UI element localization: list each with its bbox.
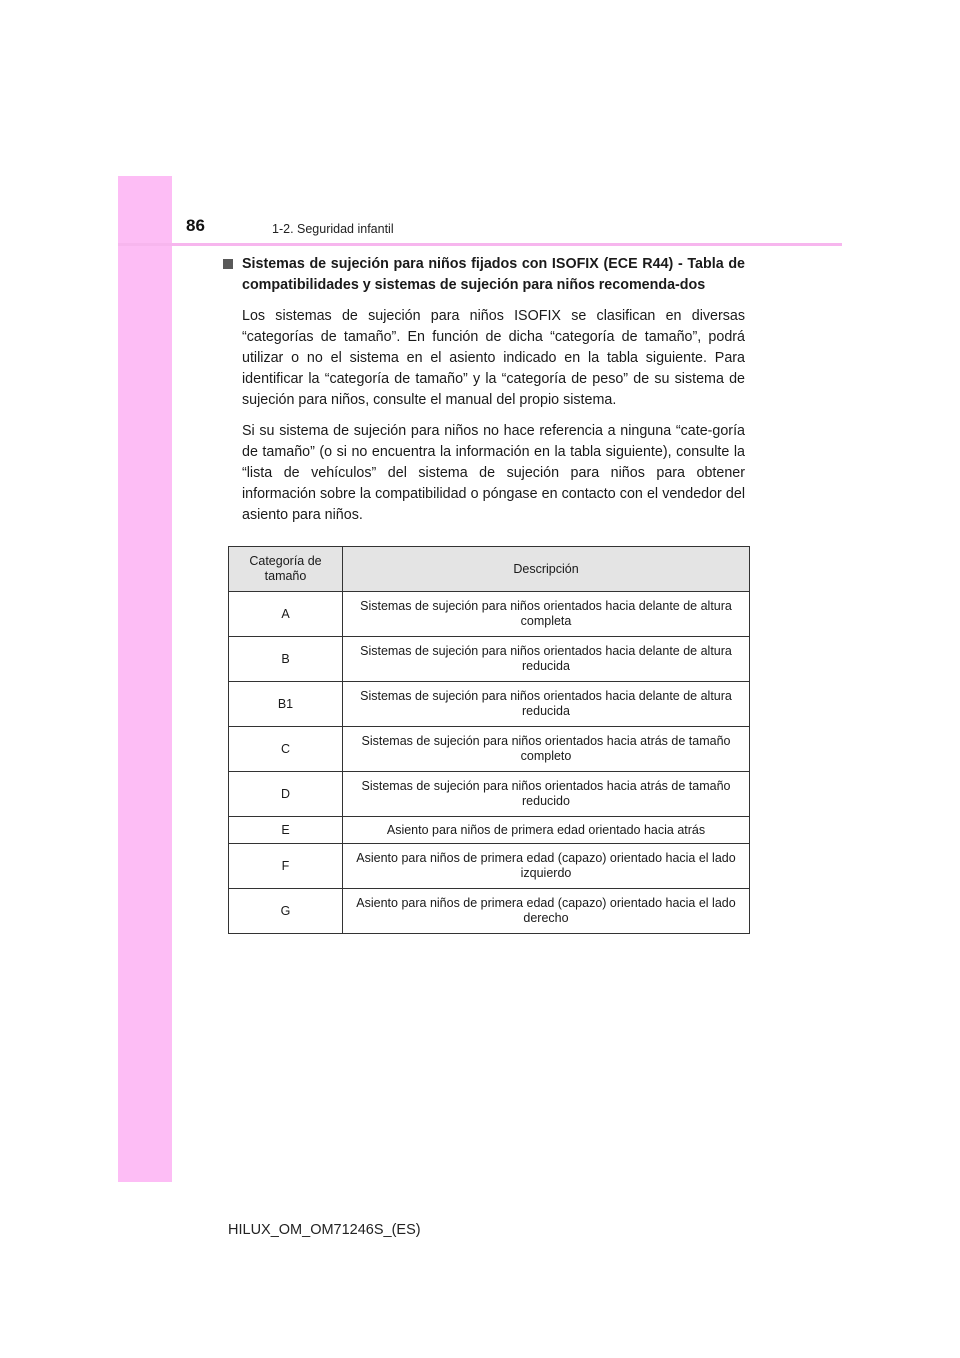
side-color-band	[118, 176, 172, 1182]
category-cell: A	[229, 592, 343, 637]
description-cell: Sistemas de sujeción para niños orientados hacia delante de altura reducida	[343, 682, 750, 727]
category-cell: B1	[229, 682, 343, 727]
category-cell: C	[229, 727, 343, 772]
category-cell: G	[229, 889, 343, 934]
table-row	[229, 592, 750, 637]
description-cell: Asiento para niños de primera edad (capazo) orientado hacia el lado izquierdo	[343, 844, 750, 889]
description-cell: Sistemas de sujeción para niños orientados hacia delante de altura completa	[343, 592, 750, 637]
table-row	[229, 682, 750, 727]
description-cell: Asiento para niños de primera edad (capazo) orientado hacia el lado derecho	[343, 889, 750, 934]
table-row	[229, 889, 750, 934]
section-heading-text: Sistemas de sujeción para niños fijados con ISOFIX (ECE R44) - Tabla de compatibilidades y sistemas de sujeción para niños recomenda-dos	[242, 256, 745, 293]
section-heading	[222, 254, 745, 296]
table-row	[229, 817, 750, 844]
category-cell: B	[229, 637, 343, 682]
section-title: 1-2. Seguridad infantil	[272, 222, 394, 236]
content-body	[222, 254, 745, 526]
page-number: 86	[186, 216, 205, 235]
header-description: Descripción	[343, 547, 750, 592]
description-cell: Sistemas de sujeción para niños orientados hacia delante de altura reducida	[343, 637, 750, 682]
paragraph-1: Los sistemas de sujeción para niños ISOFIX se clasifican en diversas “categorías de tamaño”. En función de dicha “categoría de tamaño”, podrá utilizar o no el sistema en el asiento indicado en la tabla siguiente. Para identificar la “categoría de tamaño” y la “categoría de peso” de su sistema de sujeción para niños, consulte el manual del propio sistema.	[242, 308, 745, 408]
header-category: Categoría de tamaño	[229, 547, 343, 592]
document-code: HILUX_OM_OM71246S_(ES)	[228, 1222, 421, 1238]
table-row	[229, 637, 750, 682]
description-cell: Sistemas de sujeción para niños orientados hacia atrás de tamaño completo	[343, 727, 750, 772]
table-header-row	[229, 547, 750, 592]
table-row	[229, 844, 750, 889]
table-row	[229, 772, 750, 817]
paragraph-2: Si su sistema de sujeción para niños no hace referencia a ninguna “cate-goría de tamaño” (o si no encuentra la información en la tabla siguiente), consulte la “lista de vehículos” del sistema de sujeción para niños para obtener información sobre la compatibilidad o póngase en contacto con el vendedor del asiento para niños.	[242, 423, 745, 523]
header-rule	[118, 243, 842, 246]
description-cell: Sistemas de sujeción para niños orientados hacia atrás de tamaño reducido	[343, 772, 750, 817]
description-cell: Asiento para niños de primera edad orientado hacia atrás	[343, 817, 750, 844]
category-cell: F	[229, 844, 343, 889]
category-cell: E	[229, 817, 343, 844]
size-category-table	[228, 546, 750, 934]
category-cell: D	[229, 772, 343, 817]
table-row	[229, 727, 750, 772]
square-bullet-icon	[223, 259, 233, 269]
